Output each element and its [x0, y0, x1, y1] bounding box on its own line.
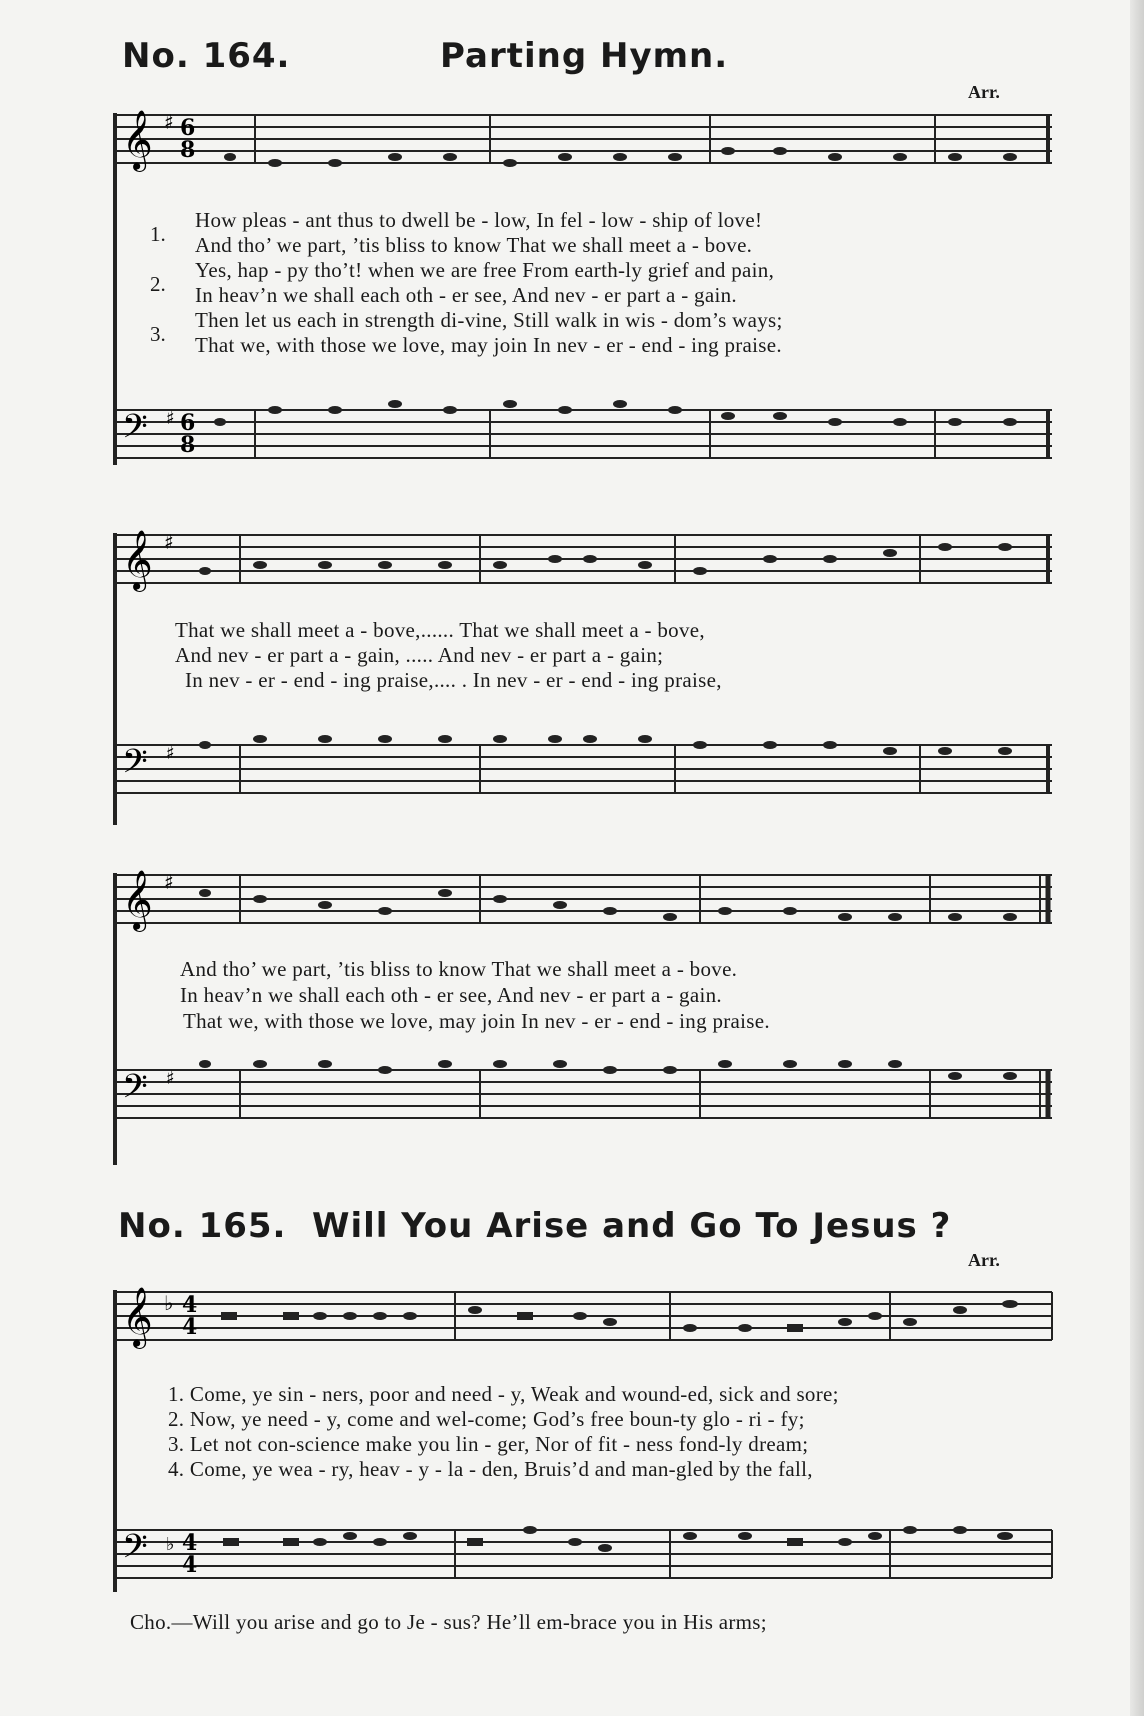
hymn-165-arranger: Arr.: [968, 1250, 1000, 1270]
svg-text:𝄢: 𝄢: [122, 408, 148, 454]
svg-text:𝄢: 𝄢: [122, 743, 148, 789]
verse-number-2: 2.: [150, 272, 166, 296]
hymn-164-arranger: Arr.: [968, 82, 1000, 102]
svg-text:♯: ♯: [166, 1068, 175, 1089]
svg-text:6: 6: [180, 410, 196, 436]
svg-text:𝄢: 𝄢: [122, 1068, 148, 1114]
system-2-lyric-1: That we shall meet a - bove,...... That we shall meet a - bove,: [175, 618, 705, 642]
hymn-165-verse-2: 2. Now, ye need - y, come and wel-come; God’s free boun-ty glo - ri - fy;: [168, 1407, 805, 1431]
svg-text:4: 4: [182, 1530, 198, 1556]
svg-text:𝄞: 𝄞: [122, 110, 153, 170]
verse-2-line-1: Yes, hap - py tho’t! when we are free From earth-ly grief and pain,: [195, 258, 775, 282]
system-2-lyric-3: In nev - er - end - ing praise,.... . In nev - er - end - ing praise,: [185, 668, 722, 692]
hymn-164-title: Parting Hymn.: [440, 36, 729, 76]
svg-text:♯: ♯: [166, 408, 175, 429]
svg-text:8: 8: [180, 432, 196, 458]
system-3-lyric-3: That we, with those we love, may join In nev - er - end - ing praise.: [183, 1009, 770, 1033]
svg-text:𝄞: 𝄞: [122, 530, 153, 590]
system-2-bass-staff: [0, 735, 1144, 815]
system-2-lyric-2: And nev - er part a - gain, ..... And nev - er part a - gain;: [175, 643, 664, 667]
verse-number-3: 3.: [150, 322, 166, 346]
hymn-165-treble-staff: [0, 1282, 1144, 1362]
verse-3-line-2: That we, with those we love, may join In nev - er - end - ing praise.: [195, 333, 782, 357]
hymn-165-number: No. 165.: [118, 1206, 287, 1246]
svg-text:8: 8: [180, 137, 196, 163]
verse-1-line-2: And tho’ we part, ’tis bliss to know That we shall meet a - bove.: [195, 233, 753, 257]
verse-number-1: 1.: [150, 222, 166, 246]
hymn-165-verse-1: 1. Come, ye sin - ners, poor and need - y, Weak and wound-ed, sick and sore;: [168, 1382, 839, 1406]
system-3-bass-staff: [0, 1060, 1144, 1140]
svg-text:♯: ♯: [164, 870, 174, 894]
system-1-treble-staff: [0, 105, 1144, 185]
svg-text:♯: ♯: [164, 530, 174, 554]
hymn-165-chorus: Cho.—Will you arise and go to Je - sus? He’ll em-brace you in His arms;: [130, 1610, 767, 1634]
hymn-165-verse-4: 4. Come, ye wea - ry, heav - y - la - den, Bruis’d and man-gled by the fall,: [168, 1457, 813, 1481]
svg-text:♯: ♯: [164, 110, 174, 134]
svg-text:𝄢: 𝄢: [122, 1528, 148, 1574]
verse-2-line-2: In heav’n we shall each oth - er see, And nev - er part a - gain.: [195, 283, 737, 307]
svg-text:♭: ♭: [166, 1534, 175, 1555]
hymn-165-verse-3: 3. Let not con-science make you lin - ger, Nor of fit - ness fond-ly dream;: [168, 1432, 809, 1456]
svg-text:♯: ♯: [166, 743, 175, 764]
system-3-lyric-2: In heav’n we shall each oth - er see, And nev - er part a - gain.: [180, 983, 722, 1007]
svg-text:4: 4: [182, 1292, 198, 1318]
page-edge: [1130, 0, 1144, 1716]
svg-text:♭: ♭: [164, 1291, 174, 1315]
svg-text:4: 4: [182, 1314, 198, 1340]
system-3-treble-staff: [0, 865, 1144, 945]
verse-3-line-1: Then let us each in strength di-vine, Still walk in wis - dom’s ways;: [195, 308, 783, 332]
hymn-165-bass-staff: [0, 1520, 1144, 1600]
svg-text:𝄞: 𝄞: [122, 870, 153, 930]
system-3-lyric-1: And tho’ we part, ’tis bliss to know That we shall meet a - bove.: [180, 957, 738, 981]
svg-text:6: 6: [180, 115, 196, 141]
hymn-164-number: No. 164.: [122, 36, 291, 76]
system-2-treble-staff: [0, 525, 1144, 605]
system-1-bass-staff: [0, 400, 1144, 480]
verse-1-line-1: How pleas - ant thus to dwell be - low, In fel - low - ship of love!: [195, 208, 763, 232]
hymn-165-title: Will You Arise and Go To Jesus ?: [312, 1206, 952, 1246]
svg-text:𝄞: 𝄞: [122, 1287, 153, 1347]
svg-text:4: 4: [182, 1552, 198, 1578]
